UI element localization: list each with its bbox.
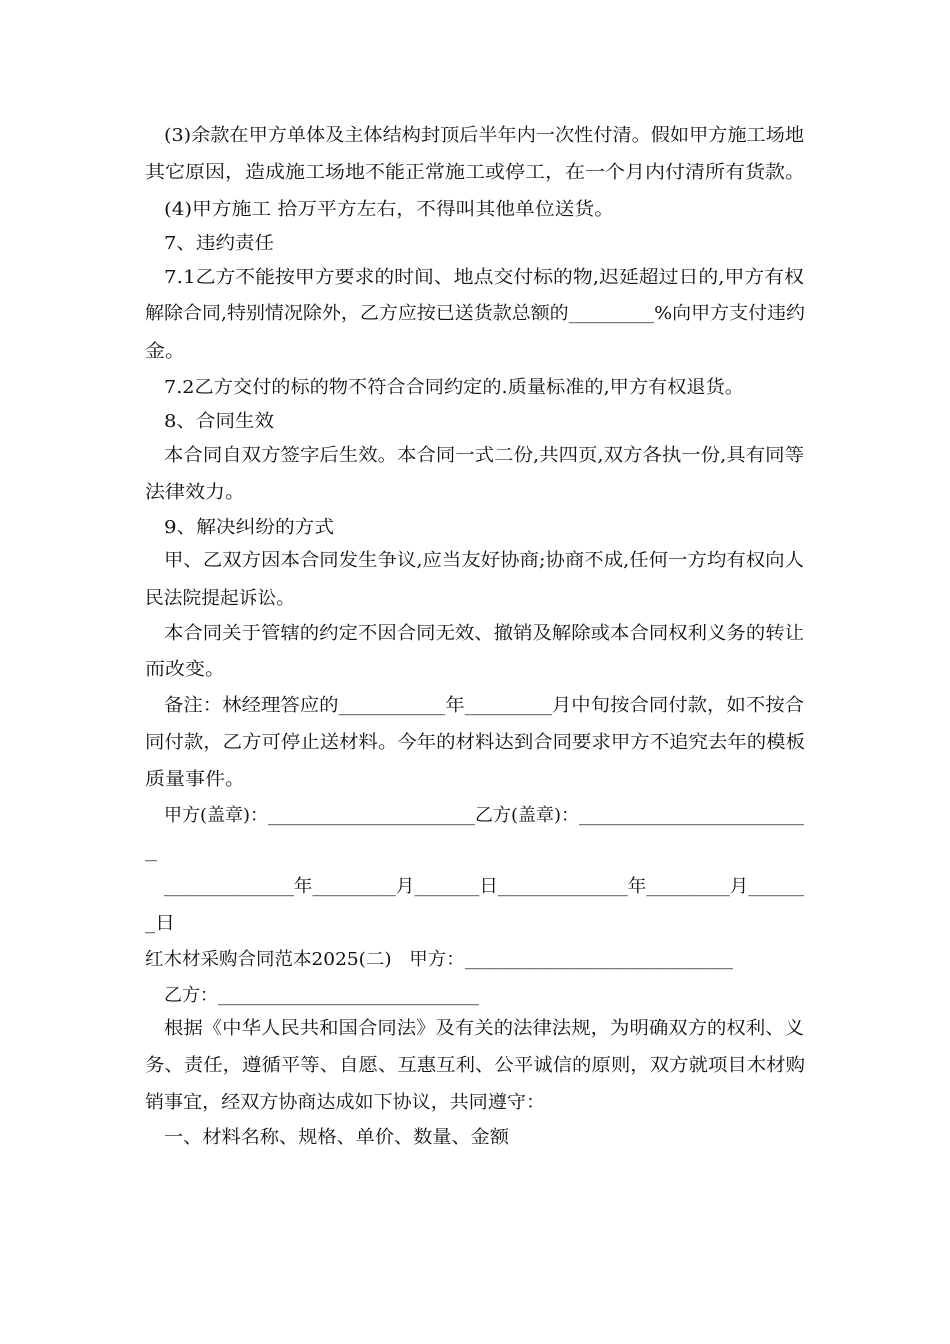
date-line: _日 [145,913,175,934]
signature-line: 甲方(盖章)：_______________________乙方(盖章)：_________________________ [164,805,804,826]
text-line: 销事宜，经双方协商达成如下协议，共同遵守： [145,1092,545,1113]
text-line: 本合同自双方签字后生效。本合同一式二份,共四页,双方各执一份,具有同等 [164,445,804,466]
text-line: 而改变。 [145,659,225,680]
text-line: (4)甲方施工 拾万平方左右，不得叫其他单位送货。 [164,199,614,220]
text-line: 务、责任，遵循平等、自愿、互惠互利、公平诚信的原则，双方就项目木材购 [145,1055,805,1076]
signature-line: _ [145,841,157,862]
text-line: 质量事件。 [145,769,245,790]
section-heading: 8、合同生效 [164,411,274,432]
text-line: 其它原因，造成施工场地不能正常施工或停工，在一个月内付清所有货款。 [145,162,806,183]
date-line: ______________年_________月_______日______________年_________月______ [164,876,804,897]
text-line: 金。 [145,341,185,362]
text-line: 甲、乙双方因本合同发生争议,应当友好协商;协商不成,任何一方均有权向人 [164,550,804,571]
text-line: 备注：林经理答应的___________年_________月中旬按合同付款，如不按合 [164,695,804,716]
text-line: 根据《中华人民共和国合同法》及有关的法律法规，为明确双方的权利、义 [164,1018,804,1039]
text-line: 7.2乙方交付的标的物不符合合同约定的.质量标准的,甲方有权退货。 [164,377,744,398]
section-heading: 9、解决纠纷的方式 [164,517,334,538]
text-line: 本合同关于管辖的约定不因合同无效、撤销及解除或本合同权利义务的转让 [164,623,804,644]
section-heading: 一、材料名称、规格、单价、数量、金额 [164,1127,509,1148]
party-b-line: 乙方：_____________________________ [164,985,479,1006]
text-line: 法律效力。 [145,482,245,503]
contract-title-line: 红木材采购合同范本2025(二) 甲方：_____________________________ [145,949,733,970]
section-heading: 7、违约责任 [164,233,274,254]
text-line: 民法院提起诉讼。 [145,588,295,609]
text-line: (3)余款在甲方单体及主体结构封顶后半年内一次性付清。假如甲方施工场地 [164,125,804,146]
text-line: 解除合同,特别情况除外，乙方应按已送货款总额的_________%向甲方支付违约 [145,303,805,324]
text-line: 7.1乙方不能按甲方要求的时间、地点交付标的物,迟延超过日的,甲方有权 [164,267,804,288]
text-line: 同付款，乙方可停止送材料。今年的材料达到合同要求甲方不追究去年的模板 [145,732,805,753]
